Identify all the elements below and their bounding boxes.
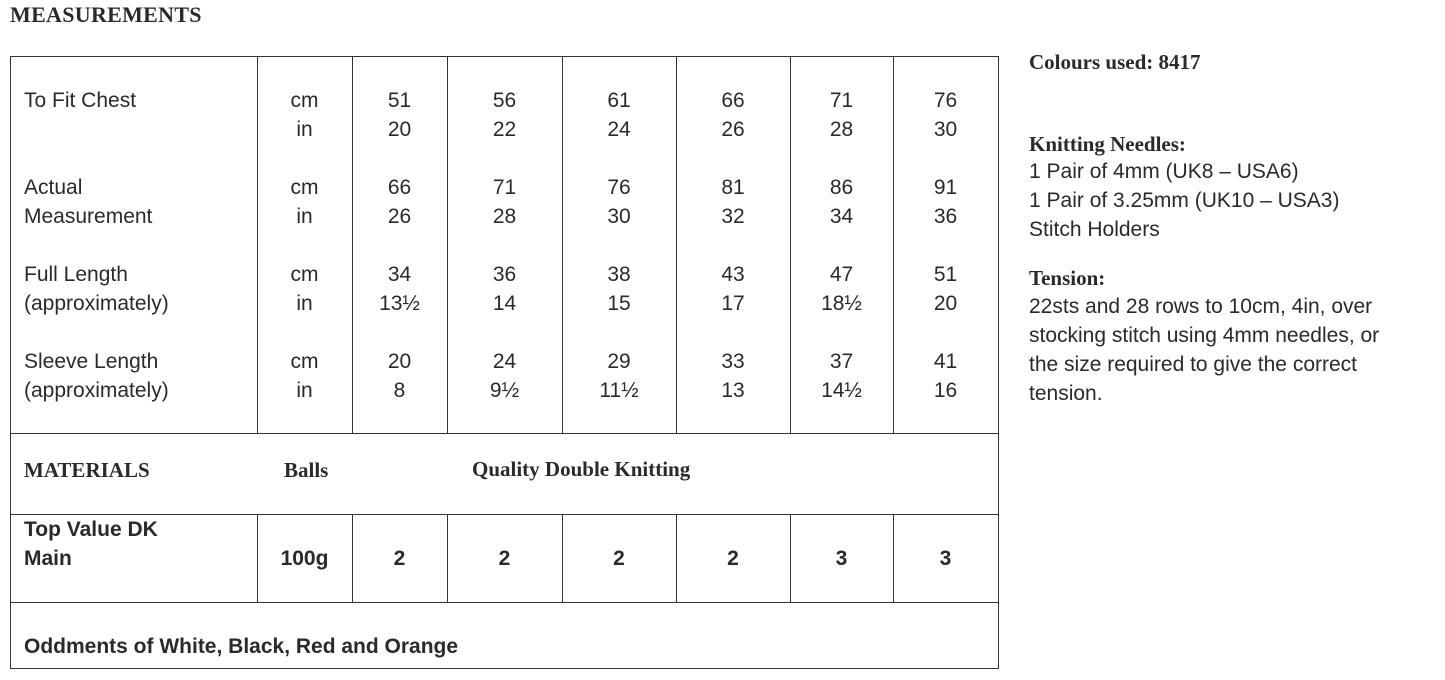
value-cm: 37 [829, 350, 854, 373]
tension-title: Tension: [1029, 266, 1106, 290]
unit-cm: cm [290, 89, 319, 112]
value-cm: 71 [829, 89, 854, 112]
value-cm: 51 [387, 89, 412, 112]
measurements-table [10, 56, 999, 669]
ball-count: 2 [613, 547, 625, 570]
value-in: 9½ [489, 379, 520, 402]
value-in: 18½ [821, 292, 862, 315]
unit-in: in [296, 292, 313, 315]
page-title: MEASUREMENTS [10, 2, 202, 27]
table-border-right [998, 56, 999, 669]
tension-line: the size required to give the correct [1029, 353, 1358, 376]
needle-line: 1 Pair of 4mm (UK8 – USA6) [1029, 160, 1299, 183]
value-cm: 86 [829, 176, 854, 199]
value-cm: 24 [492, 350, 517, 373]
unit-cm: cm [290, 350, 319, 373]
value-in: 20 [387, 118, 412, 141]
tension-line: tension. [1029, 382, 1103, 405]
tension-line: 22sts and 28 rows to 10cm, 4in, over [1029, 295, 1373, 318]
value-cm: 33 [721, 350, 745, 373]
table-divider [10, 602, 999, 603]
needle-line: 1 Pair of 3.25mm (UK10 – USA3) [1029, 189, 1340, 212]
ball-count: 3 [939, 547, 952, 570]
value-cm: 51 [933, 263, 958, 286]
value-cm: 29 [607, 350, 631, 373]
value-in: 15 [607, 292, 631, 315]
value-in: 20 [933, 292, 958, 315]
value-cm: 38 [607, 263, 631, 286]
value-cm: 76 [607, 176, 631, 199]
value-in: 28 [492, 205, 517, 228]
value-in: 26 [721, 118, 745, 141]
value-in: 26 [387, 205, 412, 228]
oddments-note: Oddments of White, Black, Red and Orange [24, 635, 459, 658]
unit-in: in [296, 205, 313, 228]
yarn-name-line: Main [24, 547, 72, 570]
table-border-left [10, 56, 11, 669]
value-in: 28 [829, 118, 854, 141]
value-in: 17 [721, 292, 745, 315]
value-cm: 81 [721, 176, 745, 199]
value-cm: 66 [721, 89, 745, 112]
value-cm: 20 [387, 350, 412, 373]
materials-label: MATERIALS [24, 458, 150, 482]
needles-title: Knitting Needles: [1029, 132, 1186, 156]
table-divider [10, 514, 999, 515]
value-in: 30 [607, 205, 631, 228]
unit-in: in [296, 118, 313, 141]
value-cm: 34 [387, 263, 412, 286]
ball-count: 3 [835, 547, 848, 570]
balls-label: Balls [284, 458, 329, 482]
row-label: Measurement [24, 205, 153, 228]
value-in: 16 [933, 379, 958, 402]
table-divider [10, 433, 999, 434]
value-cm: 66 [387, 176, 412, 199]
value-in: 30 [933, 118, 958, 141]
unit-cm: cm [290, 176, 319, 199]
unit-cm: cm [290, 263, 319, 286]
value-in: 36 [933, 205, 958, 228]
value-in: 32 [721, 205, 745, 228]
needle-line: Stitch Holders [1029, 218, 1160, 241]
value-in: 22 [492, 118, 517, 141]
ball-count: 2 [498, 547, 511, 570]
row-label: (approximately) [24, 292, 169, 315]
value-cm: 56 [492, 89, 517, 112]
tension-line: stocking stitch using 4mm needles, or [1029, 324, 1380, 347]
value-cm: 91 [933, 176, 958, 199]
ball-count: 2 [727, 547, 739, 570]
value-in: 8 [393, 379, 406, 402]
value-in: 11½ [599, 379, 639, 402]
value-in: 14 [492, 292, 517, 315]
yarn-weight: 100g [280, 547, 329, 570]
table-border-bottom [10, 668, 999, 669]
row-label: (approximately) [24, 379, 169, 402]
value-cm: 41 [933, 350, 958, 373]
value-cm: 76 [933, 89, 958, 112]
quality-label: Quality Double Knitting [472, 457, 691, 481]
row-label: Sleeve Length [24, 350, 159, 373]
value-in: 34 [829, 205, 854, 228]
row-label: To Fit Chest [24, 89, 137, 112]
unit-in: in [296, 379, 313, 402]
ball-count: 2 [393, 547, 406, 570]
value-cm: 43 [721, 263, 745, 286]
row-label: Actual [24, 176, 83, 199]
value-in: 13 [721, 379, 745, 402]
yarn-name-line: Top Value DK [24, 518, 158, 541]
value-cm: 47 [829, 263, 854, 286]
value-in: 14½ [821, 379, 862, 402]
value-cm: 71 [492, 176, 517, 199]
row-label: Full Length [24, 263, 128, 286]
value-cm: 61 [607, 89, 631, 112]
colours-used: Colours used: 8417 [1029, 50, 1201, 74]
table-border-top [10, 56, 999, 57]
value-cm: 36 [492, 263, 517, 286]
value-in: 13½ [379, 292, 420, 315]
value-in: 24 [607, 118, 631, 141]
